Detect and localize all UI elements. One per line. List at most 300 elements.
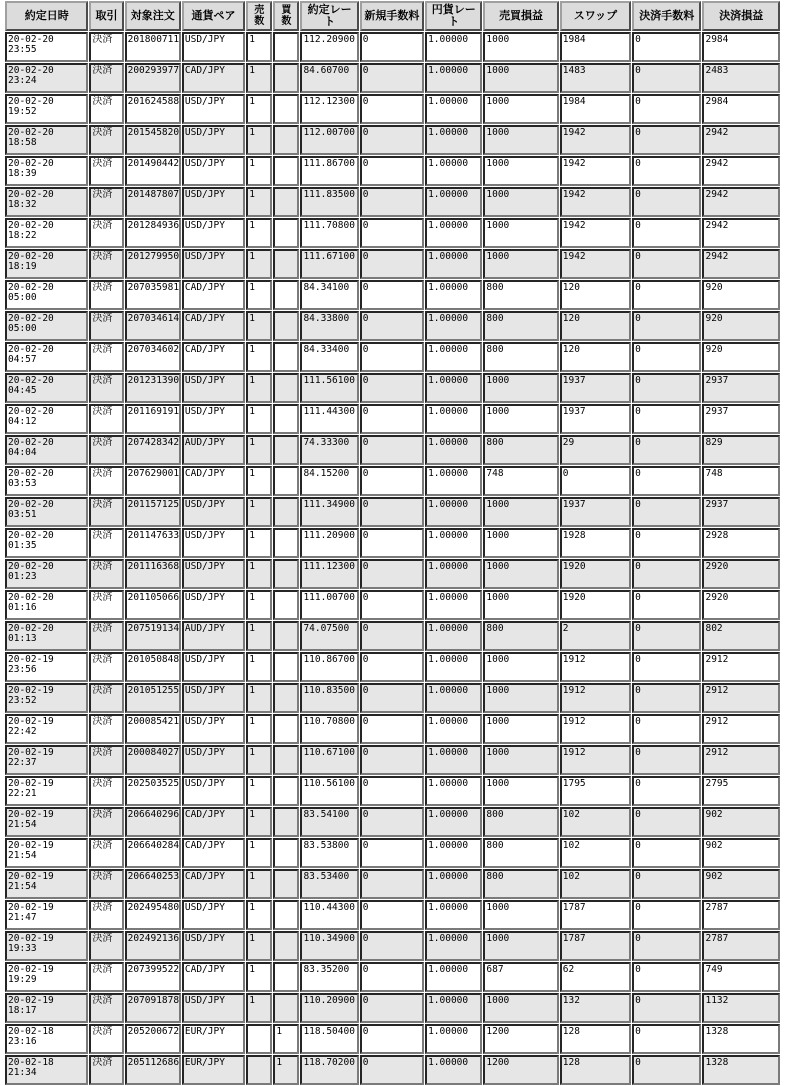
cell-order: 206640253 [125, 869, 181, 899]
cell-settle-fee: 0 [632, 63, 701, 93]
cell-datetime [5, 745, 88, 775]
cell-swap: 1937 [560, 373, 631, 403]
cell-time: 01:23 [8, 571, 37, 582]
table-row [5, 32, 780, 62]
header-buy-label: 買数 [281, 5, 292, 27]
cell-yen-rate: 1.00000 [425, 466, 482, 496]
cell-settle-fee: 0 [632, 218, 701, 248]
cell-rate: 110.44300 [300, 900, 358, 930]
cell-datetime [5, 94, 88, 124]
table-row [5, 714, 780, 744]
cell-pnl: 800 [483, 869, 558, 899]
cell-kind: 決済 [89, 1055, 123, 1085]
cell-sell: 1 [246, 559, 272, 589]
cell-pair: USD/JPY [182, 497, 245, 527]
cell-buy [273, 838, 299, 868]
cell-swap: 1787 [560, 931, 631, 961]
cell-kind: 決済 [89, 776, 123, 806]
cell-swap: 120 [560, 311, 631, 341]
cell-datetime [5, 559, 88, 589]
cell-time: 01:13 [8, 633, 37, 644]
cell-yen-rate: 1.00000 [425, 714, 482, 744]
cell-swap: 1942 [560, 125, 631, 155]
cell-new-fee: 0 [360, 1055, 424, 1085]
cell-date: 20-02-20 [8, 623, 54, 634]
table-row [5, 1024, 780, 1054]
cell-rate: 112.12300 [300, 94, 358, 124]
cell-settle-fee: 0 [632, 404, 701, 434]
cell-rate: 110.83500 [300, 683, 358, 713]
cell-yen-rate: 1.00000 [425, 1024, 482, 1054]
cell-new-fee: 0 [360, 621, 424, 651]
cell-settle-pnl: 2795 [702, 776, 780, 806]
cell-order: 201147633 [125, 528, 181, 558]
cell-time: 01:16 [8, 602, 37, 613]
cell-pnl: 800 [483, 807, 558, 837]
cell-rate: 84.33800 [300, 311, 358, 341]
cell-pnl: 1000 [483, 900, 558, 930]
cell-settle-pnl: 2942 [702, 218, 780, 248]
cell-time: 23:24 [8, 75, 37, 86]
cell-yen-rate: 1.00000 [425, 590, 482, 620]
cell-datetime [5, 900, 88, 930]
cell-order: 201545820 [125, 125, 181, 155]
cell-buy [273, 32, 299, 62]
cell-swap: 62 [560, 962, 631, 992]
table-row [5, 931, 780, 961]
cell-yen-rate: 1.00000 [425, 931, 482, 961]
cell-pair: CAD/JPY [182, 838, 245, 868]
header-sell[interactable] [246, 1, 272, 31]
cell-rate: 110.20900 [300, 993, 358, 1023]
table-row [5, 311, 780, 341]
cell-buy [273, 869, 299, 899]
cell-settle-fee: 0 [632, 342, 701, 372]
table-row [5, 156, 780, 186]
cell-kind: 決済 [89, 807, 123, 837]
cell-datetime [5, 931, 88, 961]
cell-kind: 決済 [89, 94, 123, 124]
table-row [5, 63, 780, 93]
cell-settle-pnl: 2937 [702, 497, 780, 527]
header-pnl[interactable]: 売買損益 [483, 1, 558, 31]
cell-datetime [5, 1055, 88, 1085]
cell-buy [273, 125, 299, 155]
cell-time: 22:42 [8, 726, 37, 737]
cell-swap: 120 [560, 342, 631, 372]
cell-yen-rate: 1.00000 [425, 807, 482, 837]
cell-swap: 1912 [560, 714, 631, 744]
cell-new-fee: 0 [360, 280, 424, 310]
header-order[interactable]: 対象注文 [125, 1, 181, 31]
cell-yen-rate: 1.00000 [425, 559, 482, 589]
cell-settle-pnl: 2937 [702, 404, 780, 434]
cell-pair: EUR/JPY [182, 1055, 245, 1085]
cell-datetime [5, 621, 88, 651]
cell-sell: 1 [246, 993, 272, 1023]
cell-order: 206640284 [125, 838, 181, 868]
cell-pair: CAD/JPY [182, 311, 245, 341]
cell-kind: 決済 [89, 342, 123, 372]
table-row [5, 466, 780, 496]
cell-pnl: 1000 [483, 683, 558, 713]
cell-order: 207091878 [125, 993, 181, 1023]
cell-kind: 決済 [89, 497, 123, 527]
cell-rate: 111.00700 [300, 590, 358, 620]
cell-pair: CAD/JPY [182, 342, 245, 372]
cell-settle-pnl: 2937 [702, 373, 780, 403]
header-new-fee[interactable]: 新規手数料 [360, 1, 424, 31]
cell-sell: 1 [246, 621, 272, 651]
cell-date: 20-02-20 [8, 220, 54, 231]
cell-pair: USD/JPY [182, 714, 245, 744]
cell-date: 20-02-19 [8, 809, 54, 820]
cell-buy [273, 714, 299, 744]
cell-new-fee: 0 [360, 776, 424, 806]
cell-pair: USD/JPY [182, 559, 245, 589]
cell-settle-fee: 0 [632, 125, 701, 155]
cell-swap: 1984 [560, 32, 631, 62]
cell-sell: 1 [246, 931, 272, 961]
header-sell-label: 売数 [254, 5, 265, 27]
cell-pair: CAD/JPY [182, 63, 245, 93]
cell-time: 04:45 [8, 385, 37, 396]
header-settle-pnl[interactable]: 決済損益 [702, 1, 780, 31]
cell-datetime [5, 528, 88, 558]
cell-pair: USD/JPY [182, 404, 245, 434]
cell-swap: 132 [560, 993, 631, 1023]
cell-sell: 1 [246, 683, 272, 713]
cell-new-fee: 0 [360, 900, 424, 930]
cell-kind: 決済 [89, 125, 123, 155]
cell-new-fee: 0 [360, 249, 424, 279]
cell-time: 18:22 [8, 230, 37, 241]
cell-rate: 84.33400 [300, 342, 358, 372]
cell-new-fee: 0 [360, 94, 424, 124]
cell-settle-pnl: 2787 [702, 900, 780, 930]
cell-buy [273, 187, 299, 217]
cell-pair: USD/JPY [182, 125, 245, 155]
cell-buy [273, 931, 299, 961]
cell-time: 23:56 [8, 664, 37, 675]
cell-sell: 1 [246, 156, 272, 186]
cell-settle-fee: 0 [632, 559, 701, 589]
cell-pnl: 1000 [483, 590, 558, 620]
cell-settle-pnl: 2912 [702, 652, 780, 682]
cell-order: 201116368 [125, 559, 181, 589]
cell-pnl: 1000 [483, 931, 558, 961]
header-datetime[interactable]: 約定日時 [5, 1, 88, 31]
cell-sell: 1 [246, 900, 272, 930]
cell-kind: 決済 [89, 311, 123, 341]
cell-pnl: 1000 [483, 652, 558, 682]
cell-new-fee: 0 [360, 962, 424, 992]
header-buy[interactable] [273, 1, 299, 31]
cell-yen-rate: 1.00000 [425, 187, 482, 217]
table-row [5, 125, 780, 155]
trade-rows [5, 32, 780, 1085]
cell-yen-rate: 1.00000 [425, 621, 482, 651]
cell-settle-fee: 0 [632, 683, 701, 713]
cell-rate: 84.60700 [300, 63, 358, 93]
cell-pnl: 1000 [483, 125, 558, 155]
cell-pnl: 1000 [483, 63, 558, 93]
cell-time: 18:32 [8, 199, 37, 210]
cell-order: 207629001 [125, 466, 181, 496]
cell-pair: USD/JPY [182, 745, 245, 775]
cell-kind: 決済 [89, 621, 123, 651]
cell-kind: 決済 [89, 528, 123, 558]
cell-date: 20-02-20 [8, 499, 54, 510]
header-pair[interactable]: 通貨ペア [182, 1, 245, 31]
cell-pair: USD/JPY [182, 156, 245, 186]
header-row [5, 1, 780, 31]
cell-sell: 1 [246, 404, 272, 434]
cell-buy [273, 311, 299, 341]
cell-rate: 118.50400 [300, 1024, 358, 1054]
cell-swap: 1942 [560, 218, 631, 248]
cell-time: 23:55 [8, 44, 37, 55]
cell-date: 20-02-20 [8, 592, 54, 603]
cell-rate: 83.53800 [300, 838, 358, 868]
cell-rate: 74.33300 [300, 435, 358, 465]
cell-swap: 1912 [560, 683, 631, 713]
cell-datetime [5, 63, 88, 93]
cell-settle-pnl: 802 [702, 621, 780, 651]
cell-settle-pnl: 2942 [702, 125, 780, 155]
cell-settle-fee: 0 [632, 466, 701, 496]
cell-time: 04:04 [8, 447, 37, 458]
cell-yen-rate: 1.00000 [425, 993, 482, 1023]
cell-pnl: 800 [483, 342, 558, 372]
cell-swap: 102 [560, 869, 631, 899]
cell-pnl: 800 [483, 311, 558, 341]
cell-sell: 1 [246, 435, 272, 465]
cell-new-fee: 0 [360, 32, 424, 62]
cell-date: 20-02-19 [8, 747, 54, 758]
cell-datetime [5, 714, 88, 744]
cell-date: 20-02-19 [8, 840, 54, 851]
cell-new-fee: 0 [360, 931, 424, 961]
cell-settle-fee: 0 [632, 652, 701, 682]
cell-time: 21:54 [8, 850, 37, 861]
cell-swap: 0 [560, 466, 631, 496]
cell-settle-pnl: 2483 [702, 63, 780, 93]
cell-new-fee: 0 [360, 869, 424, 899]
cell-pair: USD/JPY [182, 94, 245, 124]
cell-rate: 110.86700 [300, 652, 358, 682]
cell-sell: 1 [246, 280, 272, 310]
cell-pnl: 800 [483, 838, 558, 868]
table-row [5, 187, 780, 217]
cell-date: 20-02-20 [8, 96, 54, 107]
cell-sell: 1 [246, 311, 272, 341]
cell-order: 201157125 [125, 497, 181, 527]
cell-sell: 1 [246, 962, 272, 992]
cell-new-fee: 0 [360, 218, 424, 248]
cell-yen-rate: 1.00000 [425, 435, 482, 465]
cell-pair: USD/JPY [182, 900, 245, 930]
cell-sell: 1 [246, 32, 272, 62]
cell-order: 201169191 [125, 404, 181, 434]
table-row [5, 900, 780, 930]
cell-pnl: 1200 [483, 1024, 558, 1054]
cell-pair: USD/JPY [182, 218, 245, 248]
cell-settle-pnl: 2912 [702, 714, 780, 744]
cell-pair: CAD/JPY [182, 466, 245, 496]
cell-pnl: 1000 [483, 32, 558, 62]
cell-yen-rate: 1.00000 [425, 962, 482, 992]
cell-pair: AUD/JPY [182, 621, 245, 651]
cell-rate: 110.70800 [300, 714, 358, 744]
cell-yen-rate: 1.00000 [425, 683, 482, 713]
cell-date: 20-02-19 [8, 871, 54, 882]
cell-pnl: 1000 [483, 249, 558, 279]
cell-pair: USD/JPY [182, 931, 245, 961]
cell-date: 20-02-20 [8, 561, 54, 572]
cell-date: 20-02-19 [8, 933, 54, 944]
cell-order: 200085421 [125, 714, 181, 744]
cell-settle-pnl: 748 [702, 466, 780, 496]
cell-kind: 決済 [89, 32, 123, 62]
table-row [5, 280, 780, 310]
cell-date: 20-02-19 [8, 778, 54, 789]
cell-settle-fee: 0 [632, 1024, 701, 1054]
cell-pnl: 1000 [483, 497, 558, 527]
cell-kind: 決済 [89, 404, 123, 434]
cell-pair: USD/JPY [182, 993, 245, 1023]
cell-settle-fee: 0 [632, 94, 701, 124]
cell-datetime [5, 187, 88, 217]
cell-buy: 1 [273, 1055, 299, 1085]
cell-date: 20-02-20 [8, 406, 54, 417]
cell-buy [273, 156, 299, 186]
cell-order: 207399522 [125, 962, 181, 992]
trade-history-table [4, 0, 781, 1086]
cell-settle-pnl: 2920 [702, 559, 780, 589]
cell-time: 21:54 [8, 881, 37, 892]
cell-pnl: 800 [483, 435, 558, 465]
cell-pnl: 1000 [483, 218, 558, 248]
cell-rate: 111.70800 [300, 218, 358, 248]
cell-date: 20-02-19 [8, 685, 54, 696]
cell-datetime [5, 838, 88, 868]
cell-settle-fee: 0 [632, 187, 701, 217]
header-kind[interactable]: 取引 [89, 1, 123, 31]
cell-new-fee: 0 [360, 652, 424, 682]
cell-date: 20-02-20 [8, 313, 54, 324]
cell-time: 18:39 [8, 168, 37, 179]
cell-settle-pnl: 902 [702, 838, 780, 868]
cell-time: 19:33 [8, 943, 37, 954]
cell-order: 207034602 [125, 342, 181, 372]
cell-kind: 決済 [89, 187, 123, 217]
cell-new-fee: 0 [360, 373, 424, 403]
header-rate[interactable]: 約定レート [300, 1, 358, 31]
cell-sell: 1 [246, 528, 272, 558]
cell-buy [273, 497, 299, 527]
cell-settle-pnl: 2942 [702, 187, 780, 217]
table-row [5, 652, 780, 682]
cell-time: 18:58 [8, 137, 37, 148]
cell-date: 20-02-18 [8, 1057, 54, 1068]
header-swap[interactable]: スワップ [560, 1, 631, 31]
cell-order: 200293977 [125, 63, 181, 93]
cell-pnl: 800 [483, 280, 558, 310]
cell-datetime [5, 652, 88, 682]
cell-rate: 83.54100 [300, 807, 358, 837]
cell-pnl: 1000 [483, 94, 558, 124]
cell-pair: CAD/JPY [182, 280, 245, 310]
cell-pair: USD/JPY [182, 683, 245, 713]
cell-sell [246, 1055, 272, 1085]
cell-kind: 決済 [89, 931, 123, 961]
cell-new-fee: 0 [360, 807, 424, 837]
cell-settle-pnl: 2942 [702, 156, 780, 186]
cell-buy [273, 528, 299, 558]
cell-settle-pnl: 1328 [702, 1024, 780, 1054]
cell-settle-pnl: 749 [702, 962, 780, 992]
cell-order: 201105066 [125, 590, 181, 620]
cell-pair: CAD/JPY [182, 869, 245, 899]
cell-settle-fee: 0 [632, 590, 701, 620]
cell-rate: 110.56100 [300, 776, 358, 806]
table-row [5, 497, 780, 527]
cell-rate: 118.70200 [300, 1055, 358, 1085]
cell-order: 201231390 [125, 373, 181, 403]
cell-order: 201624588 [125, 94, 181, 124]
cell-kind: 決済 [89, 466, 123, 496]
cell-new-fee: 0 [360, 1024, 424, 1054]
cell-swap: 128 [560, 1055, 631, 1085]
header-yen-rate[interactable]: 円貨レート [425, 1, 482, 31]
cell-rate: 111.83500 [300, 187, 358, 217]
header-settle-fee[interactable]: 決済手数料 [632, 1, 701, 31]
cell-date: 20-02-20 [8, 282, 54, 293]
cell-swap: 128 [560, 1024, 631, 1054]
cell-kind: 決済 [89, 373, 123, 403]
cell-yen-rate: 1.00000 [425, 838, 482, 868]
cell-swap: 1787 [560, 900, 631, 930]
cell-datetime [5, 497, 88, 527]
table-row [5, 683, 780, 713]
cell-rate: 112.00700 [300, 125, 358, 155]
cell-rate: 111.44300 [300, 404, 358, 434]
cell-swap: 1937 [560, 497, 631, 527]
cell-pnl: 1000 [483, 404, 558, 434]
cell-buy [273, 435, 299, 465]
cell-kind: 決済 [89, 63, 123, 93]
cell-datetime [5, 683, 88, 713]
cell-sell: 1 [246, 466, 272, 496]
cell-datetime [5, 156, 88, 186]
table-row [5, 218, 780, 248]
cell-settle-pnl: 920 [702, 280, 780, 310]
table-row [5, 993, 780, 1023]
cell-pnl: 1000 [483, 776, 558, 806]
cell-order: 201490442 [125, 156, 181, 186]
cell-datetime [5, 249, 88, 279]
cell-kind: 決済 [89, 280, 123, 310]
cell-new-fee: 0 [360, 125, 424, 155]
cell-pnl: 1200 [483, 1055, 558, 1085]
cell-settle-fee: 0 [632, 714, 701, 744]
cell-date: 20-02-20 [8, 437, 54, 448]
cell-swap: 1912 [560, 652, 631, 682]
cell-rate: 111.56100 [300, 373, 358, 403]
cell-buy [273, 373, 299, 403]
cell-swap: 1942 [560, 249, 631, 279]
